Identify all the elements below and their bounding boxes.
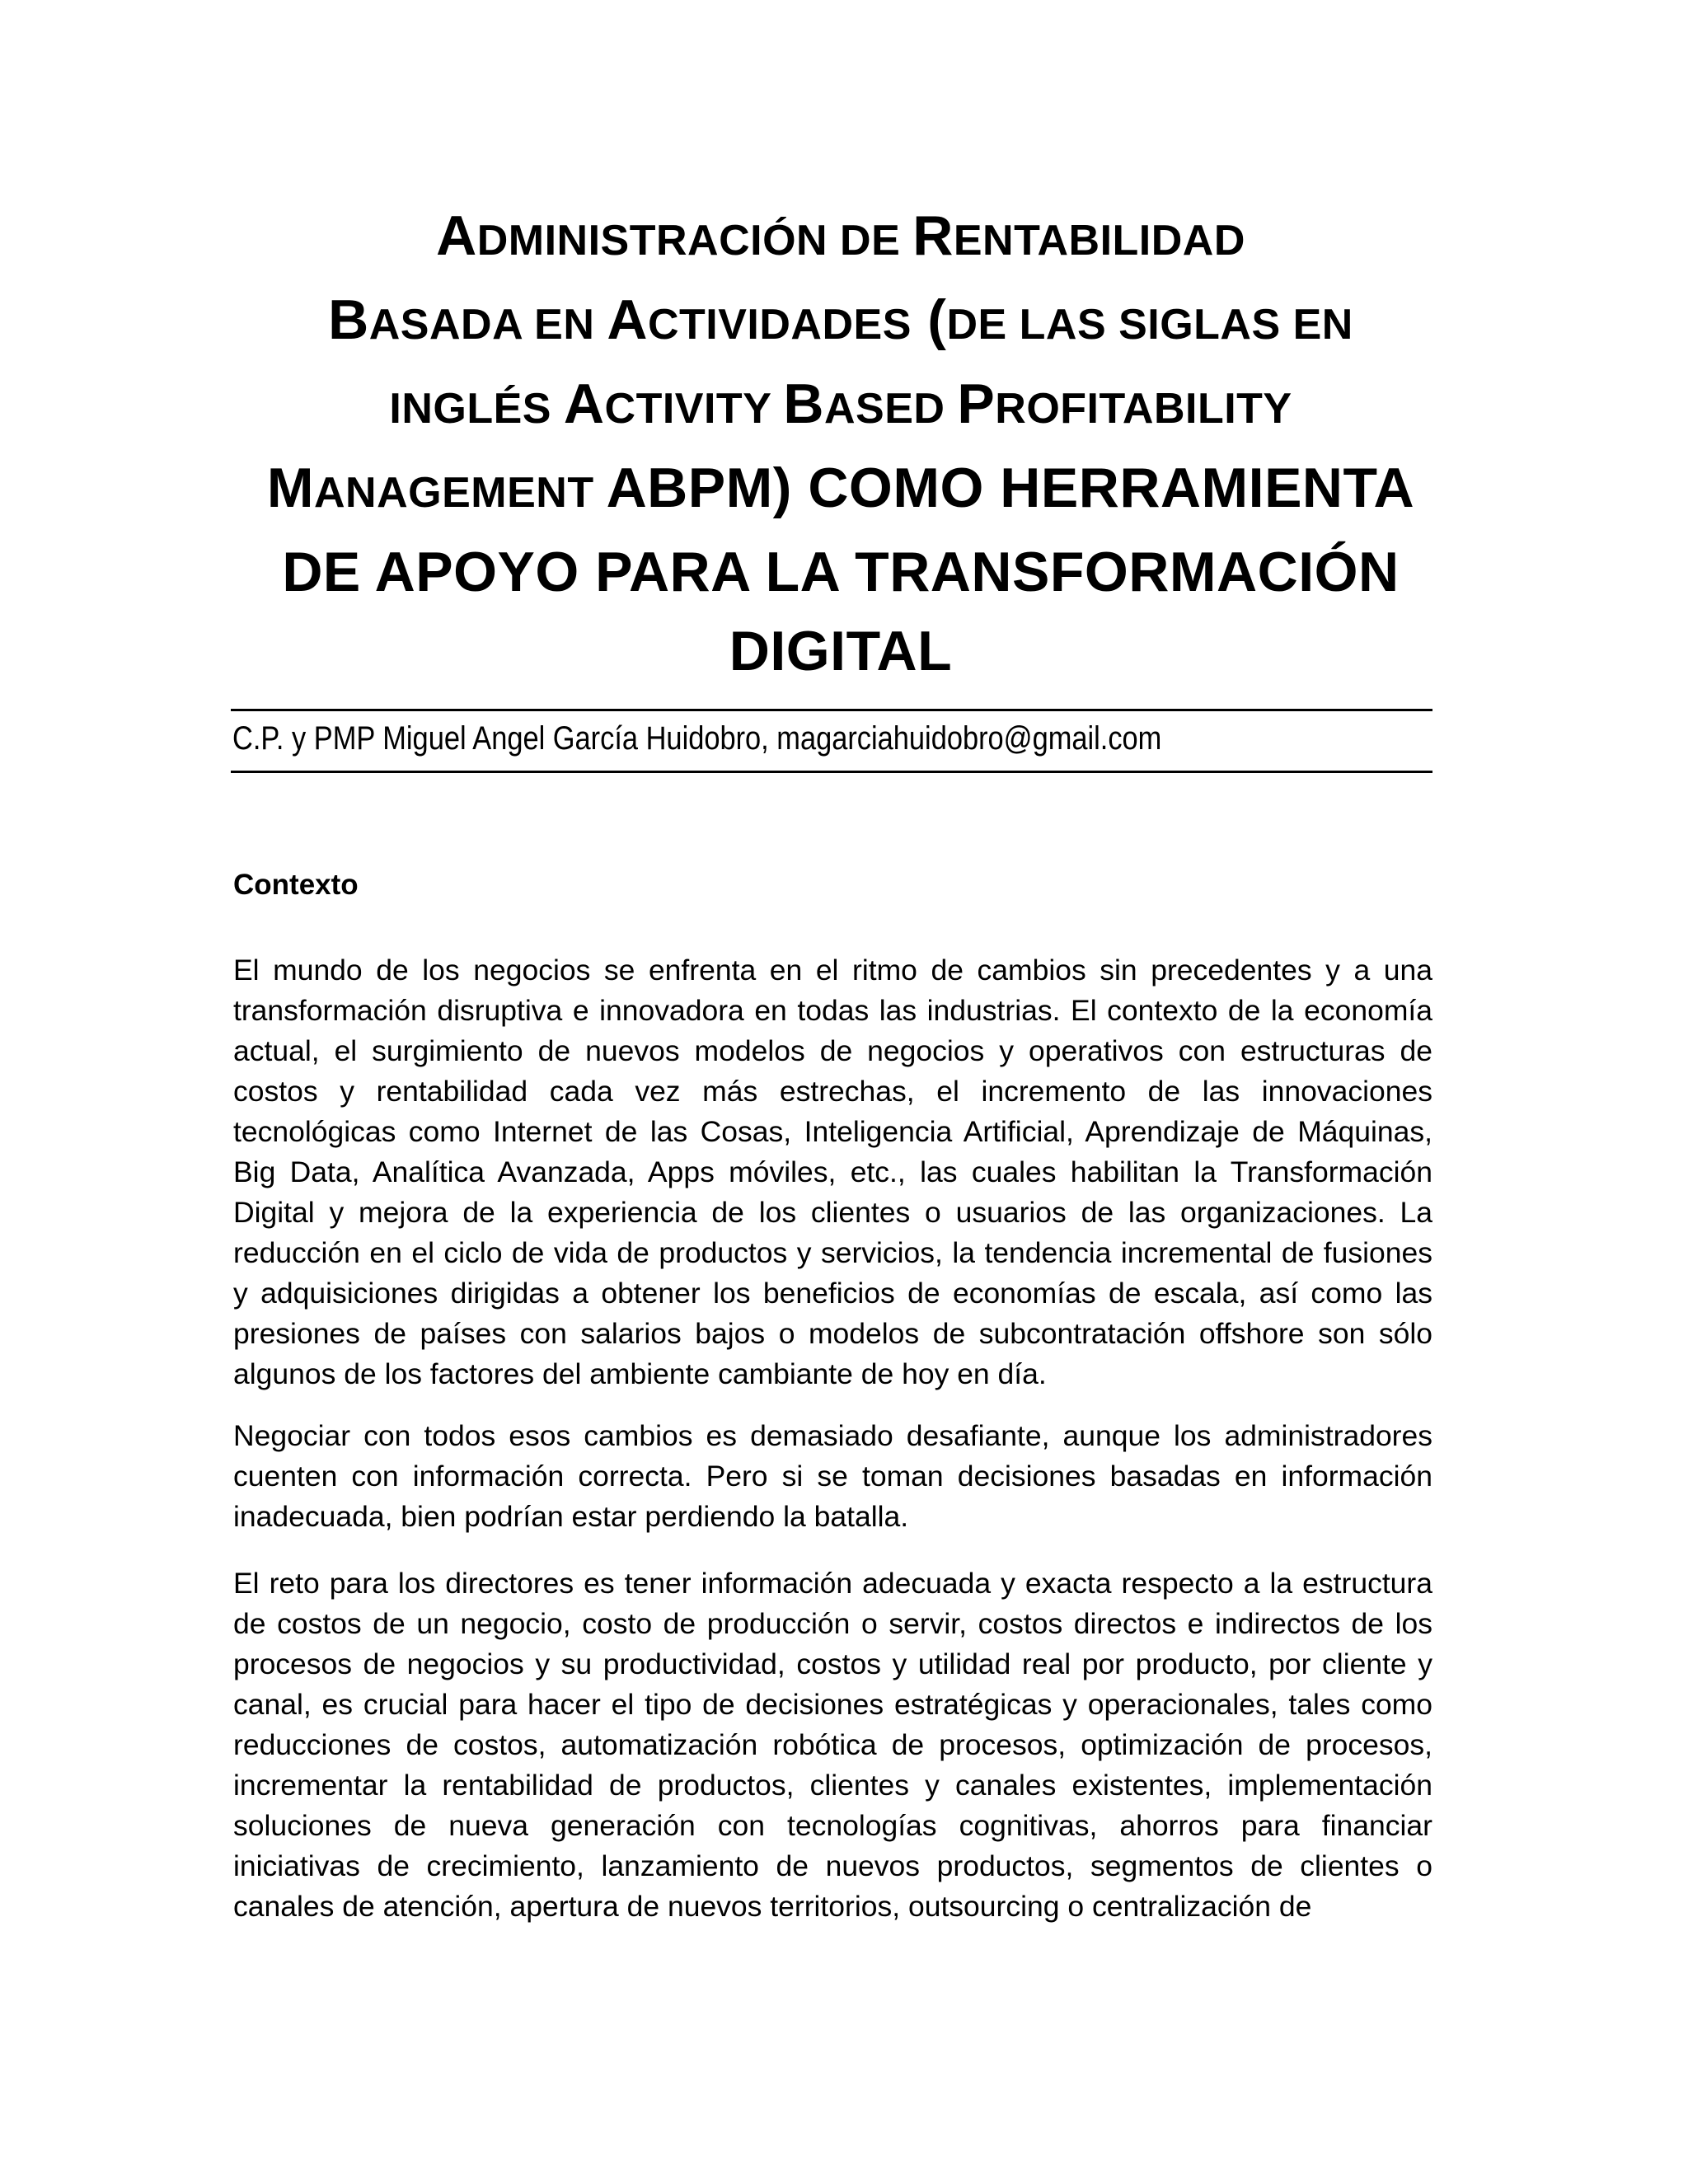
title-line: INGLÉS ACTIVITY BASED PROFITABILITY <box>389 373 1292 435</box>
body-paragraph: El reto para los directores es tener información adecuada y exacta respecto a la estructura de costos de un negocio, costo de producción o servir, costos directos e indirectos de los procesos de negocios y su productividad, costos y utilidad real por producto, por cliente y canal, es crucial para hacer el tipo de decisiones estratégicas y operacionales, tales como reducciones de costos, automatización robótica de procesos, optimización de procesos, incrementar la rentabilidad de productos, clientes y canales existentes, implementación soluciones de nueva generación con tecnologías cognitivas, ahorros para financiar iniciativas de crecimiento, lanzamiento de nuevos productos, segmentos de clientes o canales de atención, apertura de nuevos territorios, outsourcing o centralización de <box>233 1567 1432 1923</box>
title-line: DIGITAL <box>729 620 953 682</box>
title-line: DE APOYO PARA LA TRANSFORMACIÓN <box>282 541 1400 603</box>
body-paragraph: El mundo de los negocios se enfrenta en el ritmo de cambios sin precedentes y a una transformación disruptiva e innovadora en todas las industrias. El contexto de la economía actual, el surgimiento de nuevos modelos de negocios y operativos con estructuras de costos y rentabilidad cada vez más estrechas, el incremento de las innovaciones tecnológicas como Internet de las Cosas, Inteligencia Artificial, Aprendizaje de Máquinas, Big Data, Analítica Avanzada, Apps móviles, etc., las cuales habilitan la Transformación Digital y mejora de la experiencia de los clientes o usuarios de las organizaciones. La reducción en el ciclo de vida de productos y servicios, la tendencia incremental de fusiones y adquisiciones dirigidas a obtener los beneficios de economías de escala, así como las presiones de países con salarios bajos o modelos de subcontratación offshore son sólo algunos de los factores del ambiente cambiante de hoy en día. <box>233 954 1432 1390</box>
title-line: ADMINISTRACIÓN DE RENTABILIDAD <box>436 204 1245 267</box>
title-line: MANAGEMENT ABPM) COMO HERRAMIENTA <box>266 457 1415 519</box>
title-line: BASADA EN ACTIVIDADES (DE LAS SIGLAS EN <box>328 288 1353 351</box>
document-title <box>223 196 1459 691</box>
author-line: C.P. y PMP Miguel Angel García Huidobro, magarciahuidobro@gmail.com <box>232 720 1162 757</box>
body-paragraph: Negociar con todos esos cambios es demasiado desafiante, aunque los administradores cuenten con información correcta. Pero si se toman decisiones basadas en información inadecuada, bien podrían estar perdiendo la batalla. <box>233 1419 1432 1533</box>
author-block <box>231 709 1432 773</box>
section-heading: Contexto <box>233 869 359 901</box>
